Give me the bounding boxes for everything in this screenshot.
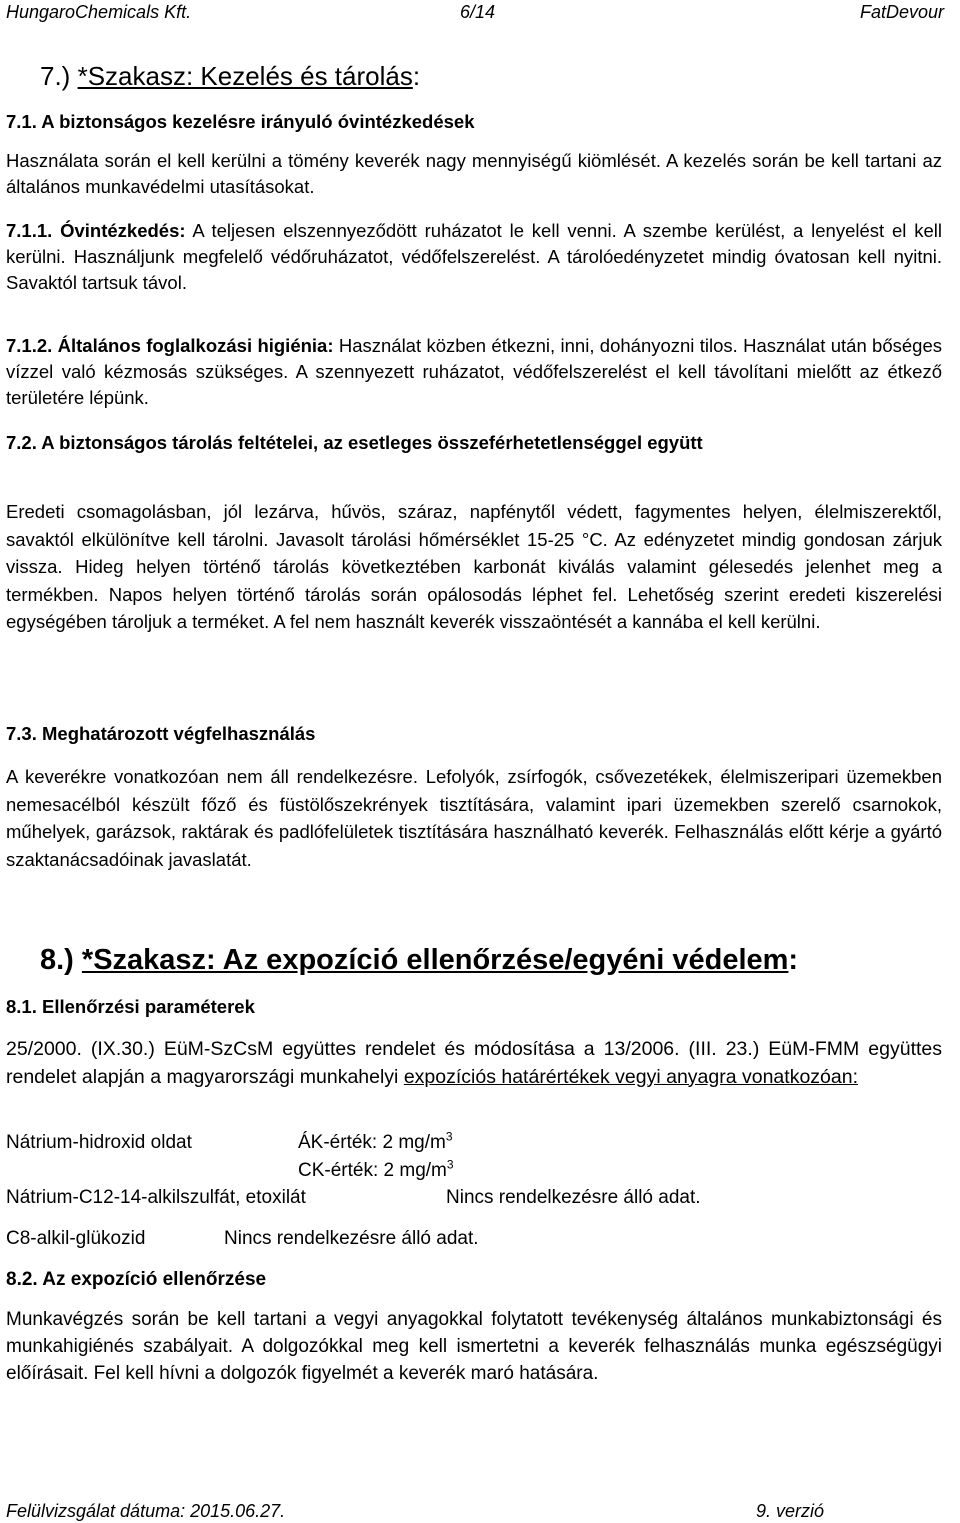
limit-row-sles xyxy=(6,1186,701,1210)
section-8-1-heading: 8.1. Ellenőrzési paraméterek xyxy=(6,996,255,1017)
header-company: HungaroChemicals Kft. xyxy=(6,2,192,22)
section-7-1-text: Használata során el kell kerülni a tömény keverék nagy mennyiségű kiömlését. A kezelés során be kell tartani az általános munkavédelmi utasításokat. xyxy=(6,150,942,197)
section-8-1-text-plain: 25/2000. (IX.30.) EüM-SzCsM együttes rendelet és módosítása a 13/2006. (III. 23.) EüM-FMM együttes rendelet alapján a magyarországi munkahelyi xyxy=(6,1038,942,1088)
limit-naoh-ck: CK-érték: 2 $mg/m^3$ xyxy=(298,1157,454,1181)
section-7-1-1-paragraph xyxy=(6,218,942,296)
limit-apg-value: Nincs rendelkezésre álló adat. xyxy=(224,1228,479,1249)
section-7-2-text: Eredeti csomagolásban, jól lezárva, hűvös, száraz, napfénytől védett, fagymentes helyen, élelmiszerektől, savaktól elkülönítve kell tárolni. Javasolt tárolási hőmérséklet 15-25 °C. Az edényzetet mindig gondosan zárjuk vissza. Hideg helyen történő tárolás következtében karbonát kiválás valamint gélesedés jelenhet meg a termékben. Napos helyen történő tárolás során opálosodás léphet fel. Lehetőség szerint eredeti kiszerelési egységében tároljuk a terméket. A fel nem használt keverék visszaöntését a kannába el kell kerülni. xyxy=(6,501,942,632)
section-7-1-2-label: 7.1.2. Általános foglalkozási higiénia: xyxy=(6,335,334,356)
page-footer xyxy=(6,1499,824,1523)
section-8-2-heading: 8.2. Az expozíció ellenőrzése xyxy=(6,1269,267,1290)
section-7-3-heading: 7.3. Meghatározott végfelhasználás xyxy=(6,723,316,744)
section-7-1-2-paragraph xyxy=(6,333,942,411)
header-page-number: 6/14 xyxy=(460,2,496,22)
section-8-number: 8.) xyxy=(40,944,74,976)
limit-apg-name: C8-alkil-glükozid xyxy=(6,1228,146,1249)
section-7-1-heading: 7.1. A biztonságos kezelésre irányuló óvintézkedések xyxy=(6,111,475,132)
page-header xyxy=(6,0,944,24)
footer-revision-date: Felülvizsgálat dátuma: 2015.06.27. xyxy=(6,1501,286,1521)
section-7-1-1-label: 7.1.1. Óvintézkedés: xyxy=(6,220,186,241)
section-7-heading xyxy=(40,60,420,92)
limit-sles-value: Nincs rendelkezésre álló adat. xyxy=(446,1187,701,1208)
section-7-number: 7.) xyxy=(40,61,71,91)
section-8-1-text-underlined: expozíciós határértékek vegyi anyagra vonatkozóan: xyxy=(403,1065,858,1088)
header-product: FatDevour xyxy=(859,2,944,22)
section-7-title: *Szakasz: Kezelés és tárolás xyxy=(77,61,413,91)
limit-naoh-name: Nátrium-hidroxid oldat xyxy=(6,1132,192,1153)
limit-row-apg xyxy=(6,1227,479,1251)
section-8-title: *Szakasz: Az expozíció ellenőrzése/egyéni védelem xyxy=(81,944,789,976)
limit-sles-name: Nátrium-C12-14-alkilszulfát, etoxilát xyxy=(6,1187,306,1208)
footer-version: 9. verzió xyxy=(755,1501,824,1521)
limit-naoh-ak: ÁK-érték: 2 $mg/m^3$ xyxy=(298,1129,453,1153)
limit-row-naoh xyxy=(6,1129,453,1155)
section-8-heading xyxy=(40,941,798,979)
section-7-colon: : xyxy=(412,61,421,91)
section-7-1-1-text: A teljesen elszennyeződött ruházatot le kell venni. A szembe kerülést, a lenyelést el kell kerülni. Használjunk megfelelő védőruházatot, védőfelszerelést. A tárolóedényzetet mindig óvatosan kell nyitni. Savaktól tartsuk távol. xyxy=(6,220,942,293)
section-8-2-text: Munkavégzés során be kell tartani a vegyi anyagokkal folytatott tevékenység általános munkabiztonsági és munkahigiénés szabályait. A dolgozókkal meg kell ismertetni a keverék felhasználás munka egészségügyi előírásait. Fel kell hívni a dolgozók figyelmét a keverék maró hatására. xyxy=(6,1309,942,1384)
section-7-3-text: A keverékre vonatkozóan nem áll rendelkezésre. Lefolyók, zsírfogók, csővezetékek, élelmiszeripari üzemekben nemesacélból készült főző és füstölőszekrények tisztítására, valamint ipari üzemekben szerelő csarnokok, műhelyek, garázsok, raktárak és padlófelületek tisztítására használható keverék. Felhasználás előtt kérje a gyártó szaktanácsadóinak javaslatát. xyxy=(6,766,942,870)
section-8-1-text xyxy=(6,1036,942,1091)
section-7-1-2-text: Használat közben étkezni, inni, dohányozni tilos. Használat után bőséges vízzel való kézmosás szükséges. A szennyezett ruházatot, védőfelszerelést el kell távolítani mielőtt az étkező területére lépünk. xyxy=(6,335,943,408)
section-8-colon: : xyxy=(788,944,799,976)
section-7-2-heading: 7.2. A biztonságos tárolás feltételei, az esetleges összeférhetetlenséggel együtt xyxy=(6,432,703,453)
